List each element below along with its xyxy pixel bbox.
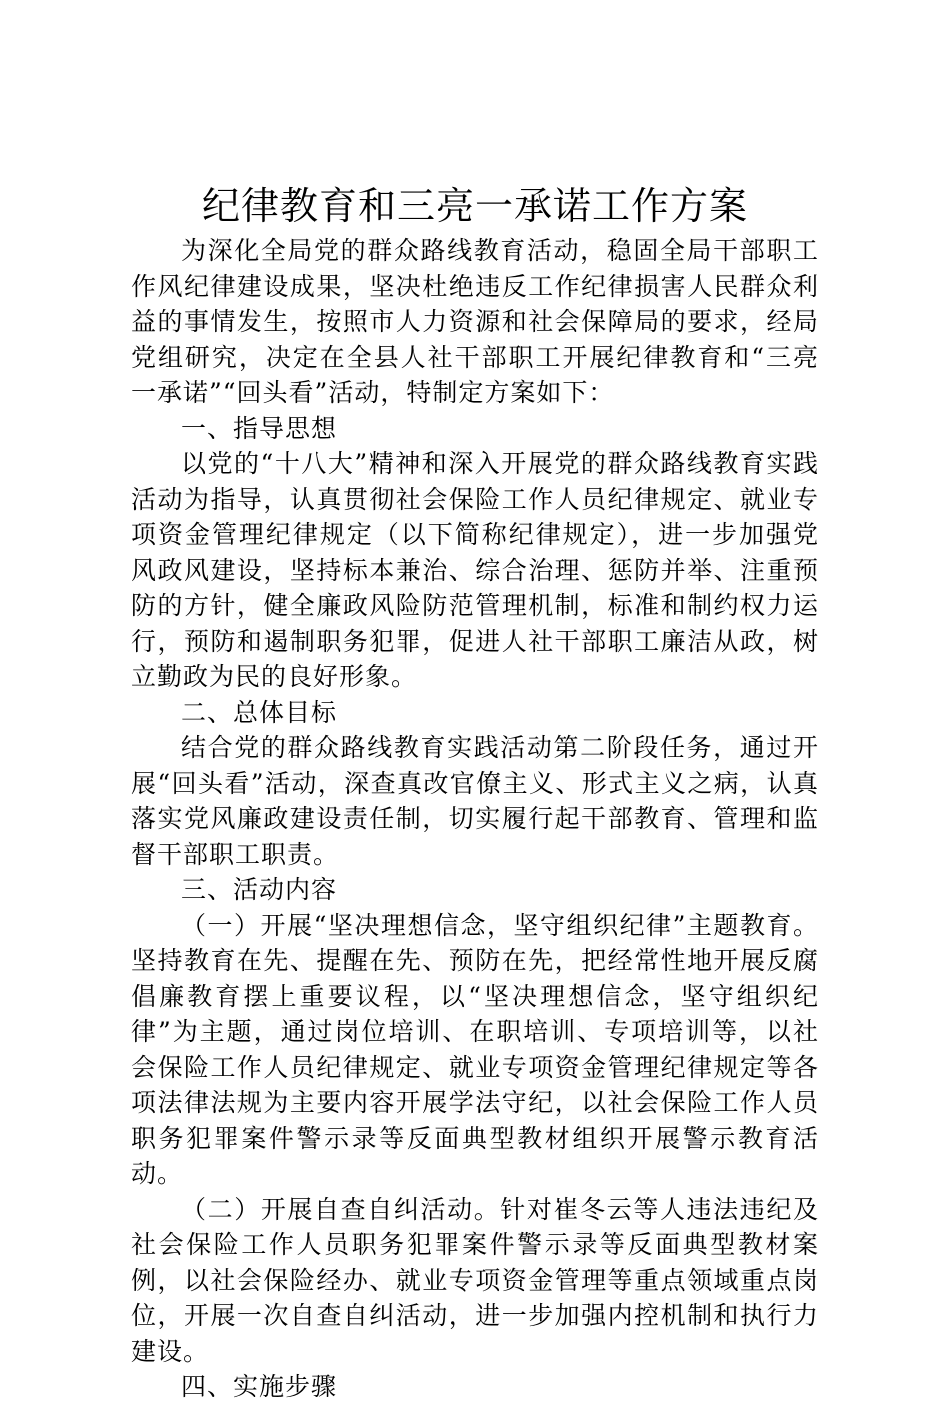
section-heading-activity-content: 三、活动内容: [181, 875, 338, 904]
section-item-self-inspection: （二）开展自查自纠活动。针对崔冬云等人违法违纪及社会保险工作人员职务犯罪案件警示录等反面典型教材案例，以社会保险经办、就业专项资金管理等重点领域重点岗位，开展一次自查自纠活动，进一步加强内控机制和执行力建设。: [131, 1194, 819, 1366]
section-text-overall-goal: 结合党的群众路线教育实践活动第二阶段任务，通过开展“回头看”活动，深查真改官僚主义、形式主义之病，认真落实党风廉政建设责任制，切实履行起干部教育、管理和监督干部职工职责。: [131, 733, 819, 869]
section-text-guiding-ideology: 以党的“十八大”精神和深入开展党的群众路线教育实践活动为指导，认真贯彻社会保险工作人员纪律规定、就业专项资金管理纪律规定（以下简称纪律规定），进一步加强党风政风建设，坚持标本兼治、综合治理、惩防并举、注重预防的方针，健全廉政风险防范管理机制，标准和制约权力运行，预防和遏制职务犯罪，促进人社干部职工廉洁从政，树立勤政为民的良好形象。: [131, 449, 819, 691]
section-item-theme-education: （一）开展“坚决理想信念，坚守组织纪律”主题教育。坚持教育在先、提醒在先、预防在先，把经常性地开展反腐倡廉教育摆上重要议程，以“坚决理想信念，坚守组织纪律”为主题，通过岗位培训、在职培训、专项培训等，以社会保险工作人员纪律规定、就业专项资金管理纪律规定等各项法律法规为主要内容开展学法守纪，以社会保险工作人员职务犯罪案件警示录等反面典型教材组织开展警示教育活动。: [131, 910, 819, 1188]
intro-paragraph: 为深化全局党的群众路线教育活动，稳固全局干部职工作风纪律建设成果，坚决杜绝违反工作纪律损害人民群众利益的事情发生，按照市人力资源和社会保障局的要求，经局党组研究，决定在全县人社干部职工开展纪律教育和“三亮一承诺”“回头看”活动，特制定方案如下：: [131, 236, 819, 407]
document-title: 纪律教育和三亮一承诺工作方案: [201, 184, 748, 228]
document-body: [131, 233, 819, 1405]
section-heading-implementation-steps: 四、实施步骤: [181, 1372, 338, 1401]
section-heading-guiding-ideology: 一、指导思想: [181, 413, 338, 443]
section-heading-overall-goal: 二、总体目标: [181, 697, 338, 727]
